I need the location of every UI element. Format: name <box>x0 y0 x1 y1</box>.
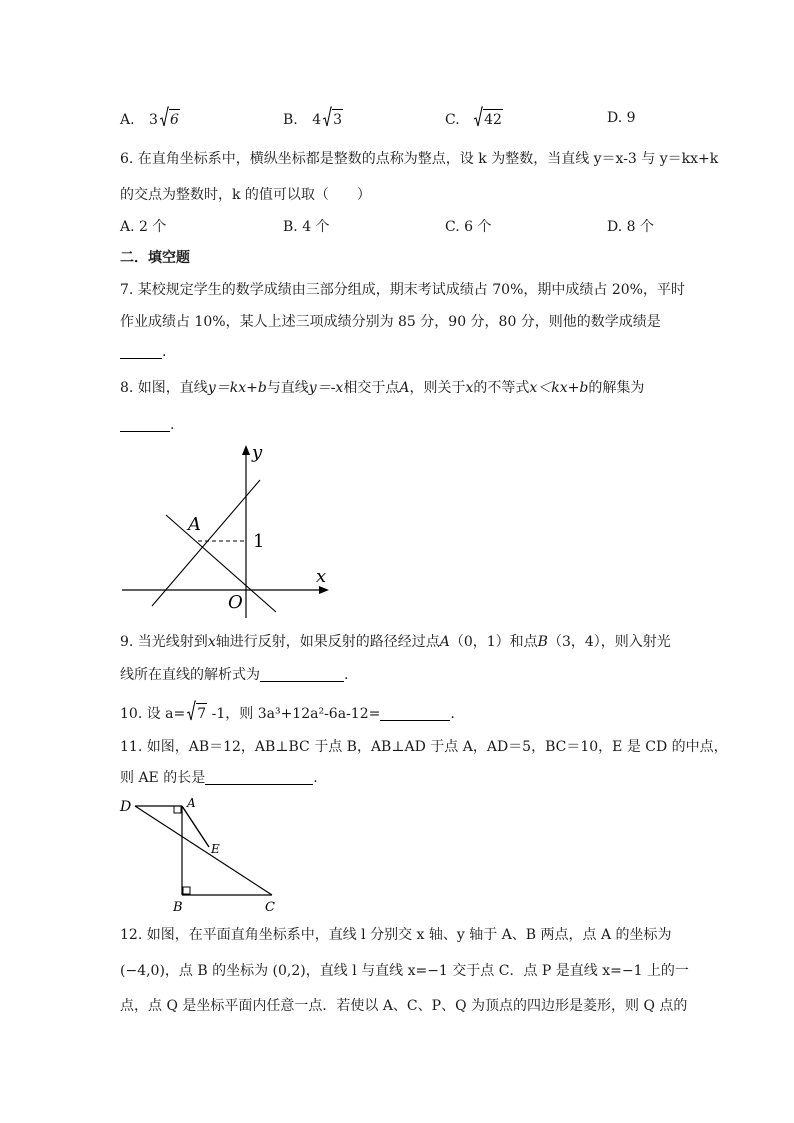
fig-point-c-label: C <box>265 900 275 915</box>
q11-figure <box>110 795 290 920</box>
fig-point-a-label: A <box>187 796 196 810</box>
fig-x-axis-label: x <box>316 566 327 587</box>
q8-line1: 8. 如图，直线y＝kx+b与直线y＝-x相交于点A，则关于x的不等式x＜kx+b的解集为 <box>120 380 645 396</box>
q11-line2: 则 AE 的长是 . <box>120 770 318 786</box>
fig-y-axis-label: y <box>252 442 263 463</box>
fig-point-b-label: B <box>173 900 183 915</box>
q6-line1: 6. 在直角坐标系中，横纵坐标都是整数的点称为整点，设 k 为整数，当直线 y＝x-3 与 y＝kx+k <box>120 151 719 167</box>
fig-point-e-label: E <box>211 842 220 856</box>
q6-line2: 的交点为整数时，k 的值可以取（ ） <box>120 187 371 203</box>
q8-answer-blank <box>120 417 170 432</box>
q5-option-b: B. 4 3 <box>283 109 343 129</box>
fig-tick-1-label: 1 <box>253 531 265 552</box>
q9-answer-blank <box>260 667 344 682</box>
q6-option-c: C. 6 个 <box>445 219 492 235</box>
q9-line2: 线所在直线的解析式为 . <box>120 667 349 683</box>
q12-line3: 点，点 Q 是坐标平面内任意一点．若使以 A、C、P、Q 为顶点的四边形是菱形，则 Q 点的 <box>120 998 688 1014</box>
q7-answer-blank <box>120 344 162 359</box>
q10-line: 10. 设 a= 7 -1，则 3a³+12a²-6a-12= . <box>120 703 455 723</box>
q6-option-d: D. 8 个 <box>607 219 654 235</box>
q8-answer-line: . <box>120 416 174 434</box>
fig-point-d-label: D <box>120 799 132 815</box>
q11-answer-blank <box>205 770 313 785</box>
q7-answer-line: . <box>120 343 166 361</box>
q5-option-d: D. 9 <box>607 110 636 126</box>
q6-option-b: B. 4 个 <box>283 219 330 235</box>
q12-line1: 12. 如图，在平面直角坐标系中，直线 l 分别交 x 轴、y 轴于 A、B 两点，点 A 的坐标为 <box>120 927 672 943</box>
q5-option-c: C. 42 <box>445 109 503 129</box>
q5-option-a: A. 3 6 <box>120 109 180 129</box>
q6-option-a: A. 2 个 <box>120 219 167 235</box>
fig-origin-label: O <box>228 592 243 613</box>
fig-point-a-label: A <box>188 514 201 535</box>
q8-figure <box>110 440 340 620</box>
q11-line1: 11. 如图，AB＝12，AB⊥BC 于点 B，AB⊥AD 于点 A，AD＝5，BC＝10，E 是 CD 的中点， <box>120 739 728 755</box>
q7-line2: 作业成绩占 10%，某人上述三项成绩分别为 85 分，90 分，80 分，则他的数学成绩是 <box>120 314 661 330</box>
q12-line2: (−4,0)，点 B 的坐标为 (0,2)，直线 l 与直线 x=−1 交于点 C．点 P 是直线 x=−1 上的一 <box>120 963 689 979</box>
q10-answer-blank <box>380 706 450 721</box>
section-title: 二．填空题 <box>120 250 190 266</box>
q7-line1: 7. 某校规定学生的数学成绩由三部分组成，期末考试成绩占 70%，期中成绩占 20%，平时 <box>120 282 685 298</box>
q9-line1: 9. 当光线射到x轴进行反射，如果反射的路径经过点A（0，1）和点B（3，4），则入射光 <box>120 634 671 650</box>
